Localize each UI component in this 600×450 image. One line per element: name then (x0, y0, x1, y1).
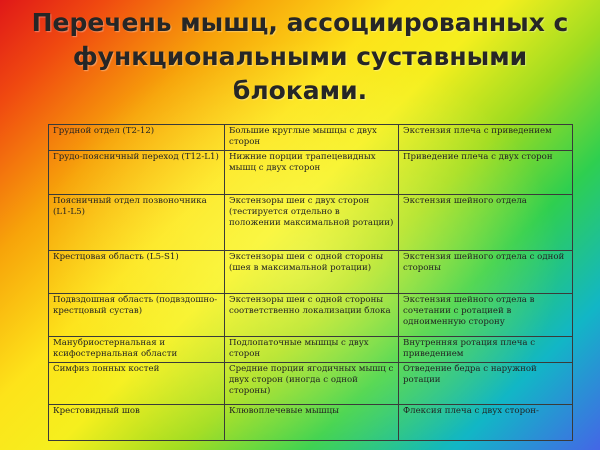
table-row (49, 405, 573, 441)
muscle-table (48, 124, 573, 441)
muscles-cell: Большие круглые мышцы с двух сторон (225, 125, 399, 151)
region-cell: Грудной отдел (Т2-12) (49, 125, 225, 151)
muscles-cell: Экстензоры шеи с одной стороны (шея в максимальной ротации) (225, 251, 399, 294)
test-cell: Приведение плеча с двух сторон (399, 151, 573, 195)
muscles-cell: Экстензоры шеи с одной стороны соответственно локализации блока (225, 294, 399, 337)
region-cell: Крестцовая область (L5-S1) (49, 251, 225, 294)
region-cell: Грудо-поясничный переход (Т12-L1) (49, 151, 225, 195)
muscles-cell: Средние порции ягодичных мышц с двух сторон (иногда с одной стороны) (225, 363, 399, 405)
muscles-cell: Подлопаточные мышцы с двух сторон (225, 337, 399, 363)
test-cell: Экстензия плеча с приведением (399, 125, 573, 151)
table-row (49, 125, 573, 151)
test-cell: Экстензия шейного отдела (399, 195, 573, 251)
region-cell: Крестовидный шов (49, 405, 225, 441)
test-cell: Внутренняя ротация плеча с приведением (399, 337, 573, 363)
muscles-cell: Экстензоры шеи с двух сторон (тестируется отдельно в положении максимальной ротации) (225, 195, 399, 251)
table-row (49, 195, 573, 251)
region-cell: Манубриостернальная и ксифостернальная области (49, 337, 225, 363)
test-cell: Отведение бедра с наружной ротации (399, 363, 573, 405)
test-cell: Экстензия шейного отдела в сочетании с ротацией в одноименную сторону (399, 294, 573, 337)
test-cell: Флексия плеча с двух сторон- (399, 405, 573, 441)
region-cell: Подвздошная область (подвздошно-крестцовый сустав) (49, 294, 225, 337)
slide-title: Перечень мышц, ассоциированных с функциональными суставными блоками. (31, 8, 569, 105)
table-row (49, 151, 573, 195)
table-row (49, 294, 573, 337)
table-row (49, 363, 573, 405)
table-row (49, 251, 573, 294)
muscles-cell: Клювоплечевые мышцы (225, 405, 399, 441)
muscles-cell: Нижние порции трапецевидных мышц с двух сторон (225, 151, 399, 195)
test-cell: Экстензия шейного отдела с одной стороны (399, 251, 573, 294)
table-row (49, 337, 573, 363)
region-cell: Симфиз лонных костей (49, 363, 225, 405)
region-cell: Поясничный отдел позвоночника (L1-L5) (49, 195, 225, 251)
